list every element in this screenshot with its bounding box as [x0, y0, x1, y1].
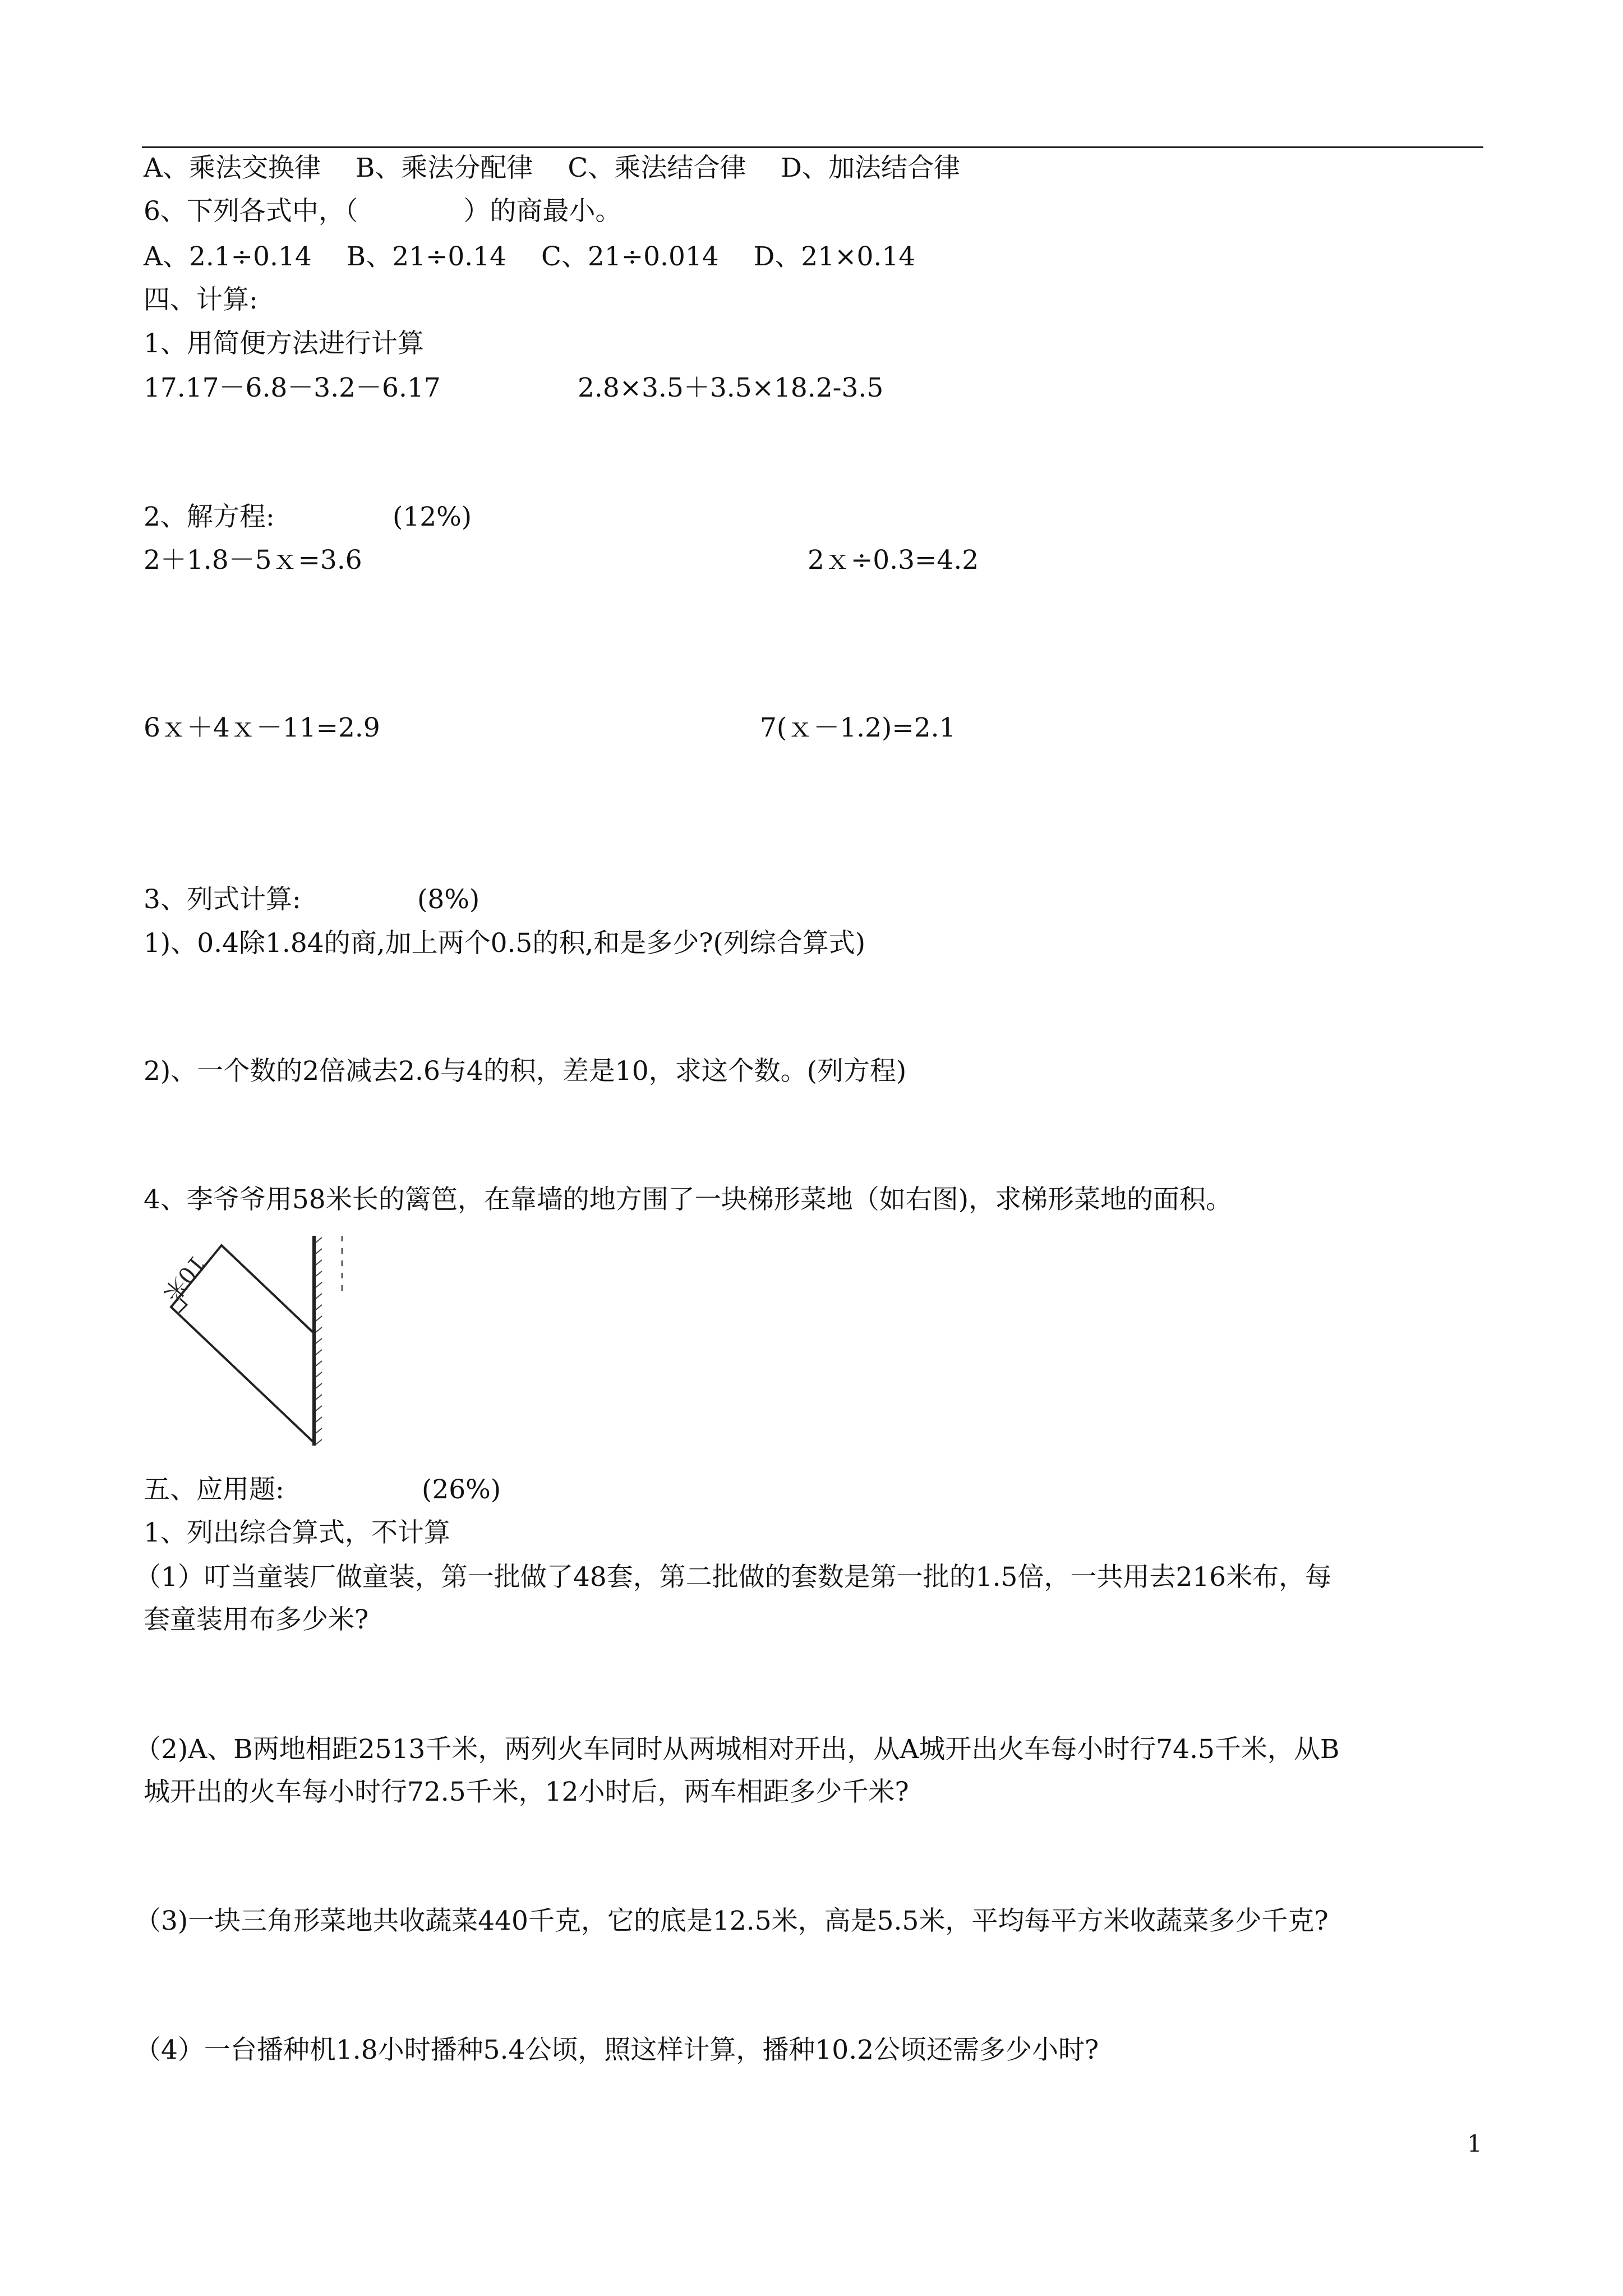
trapezoid-figure: [151, 1231, 365, 1458]
side-length-label: 10米: [158, 1250, 210, 1306]
calc-expr-2: 2.8×3.5＋3.5×18.2-3.5: [578, 372, 884, 403]
formula-question-1: 1)、0.4除1.84的商,加上两个0.5的积,和是多少?(列综合算式): [144, 928, 866, 959]
section4-title: 四、计算:: [144, 284, 258, 315]
formula-score: (8%): [417, 884, 480, 915]
trapezoid-diagram: [151, 1231, 365, 1456]
formula-title: 3、列式计算:: [144, 884, 301, 915]
app-problem-1-line1: （1）叮当童装厂做童装，第一批做了48套，第二批做的套数是第一批的1.5倍，一共用去216米布，每: [135, 1562, 1332, 1593]
calc-part1-title: 1、用简便方法进行计算: [144, 328, 424, 359]
q6-question: 6、下列各式中，（ ）的商最小。: [144, 196, 622, 227]
app-problem-4: （4）一台播种机1.8小时播种5.4公顷，照这样计算，播种10.2公顷还需多少小时?: [135, 2035, 1099, 2065]
equation-3: 6ｘ＋4ｘ－11=2.9: [144, 712, 380, 743]
header-rule: [142, 146, 1483, 148]
equations-title: 2、解方程:: [144, 501, 275, 532]
section5-title: 五、应用题:: [144, 1474, 284, 1505]
q6-options: A、2.1÷0.14 B、21÷0.14 C、21÷0.014 D、21×0.14: [144, 241, 916, 272]
wall-hatching: [316, 1237, 322, 1444]
equation-1: 2＋1.8－5ｘ=3.6: [144, 545, 362, 576]
app-problem-3: （3)一块三角形菜地共收蔬菜440千克，它的底是12.5米，高是5.5米，平均每平方米收蔬菜多少千克?: [135, 1906, 1329, 1936]
q5-options: A、乘法交换律 B、乘法分配律 C、乘法结合律 D、加法结合律: [144, 153, 960, 183]
app-problem-2-line2: 城开出的火车每小时行72.5千米，12小时后，两车相距多少千米?: [144, 1777, 909, 1807]
app-part1-title: 1、列出综合算式，不计算: [144, 1517, 450, 1548]
formula-question-2: 2)、一个数的2倍减去2.6与4的积，差是10，求这个数。(列方程): [144, 1056, 907, 1087]
section5-score: (26%): [422, 1474, 501, 1505]
calc-expr-1: 17.17－6.8－3.2－6.17: [144, 372, 441, 403]
app-problem-2-line1: （2)A、B两地相距2513千米，两列火车同时从两城相对开出，从A城开出火车每小时行74.5千米，从B: [135, 1734, 1340, 1765]
equation-2: 2ｘ÷0.3=4.2: [808, 545, 979, 576]
app-problem-1-line2: 套童装用布多少米?: [144, 1604, 369, 1635]
equations-score: (12%): [393, 501, 472, 532]
equation-4: 7(ｘ－1.2)=2.1: [760, 712, 956, 743]
trapezoid-question: 4、李爷爷用58米长的篱笆，在靠墙的地方围了一块梯形菜地（如右图)，求梯形菜地的面积。: [144, 1184, 1233, 1215]
page-number: 1: [1467, 2130, 1482, 2157]
